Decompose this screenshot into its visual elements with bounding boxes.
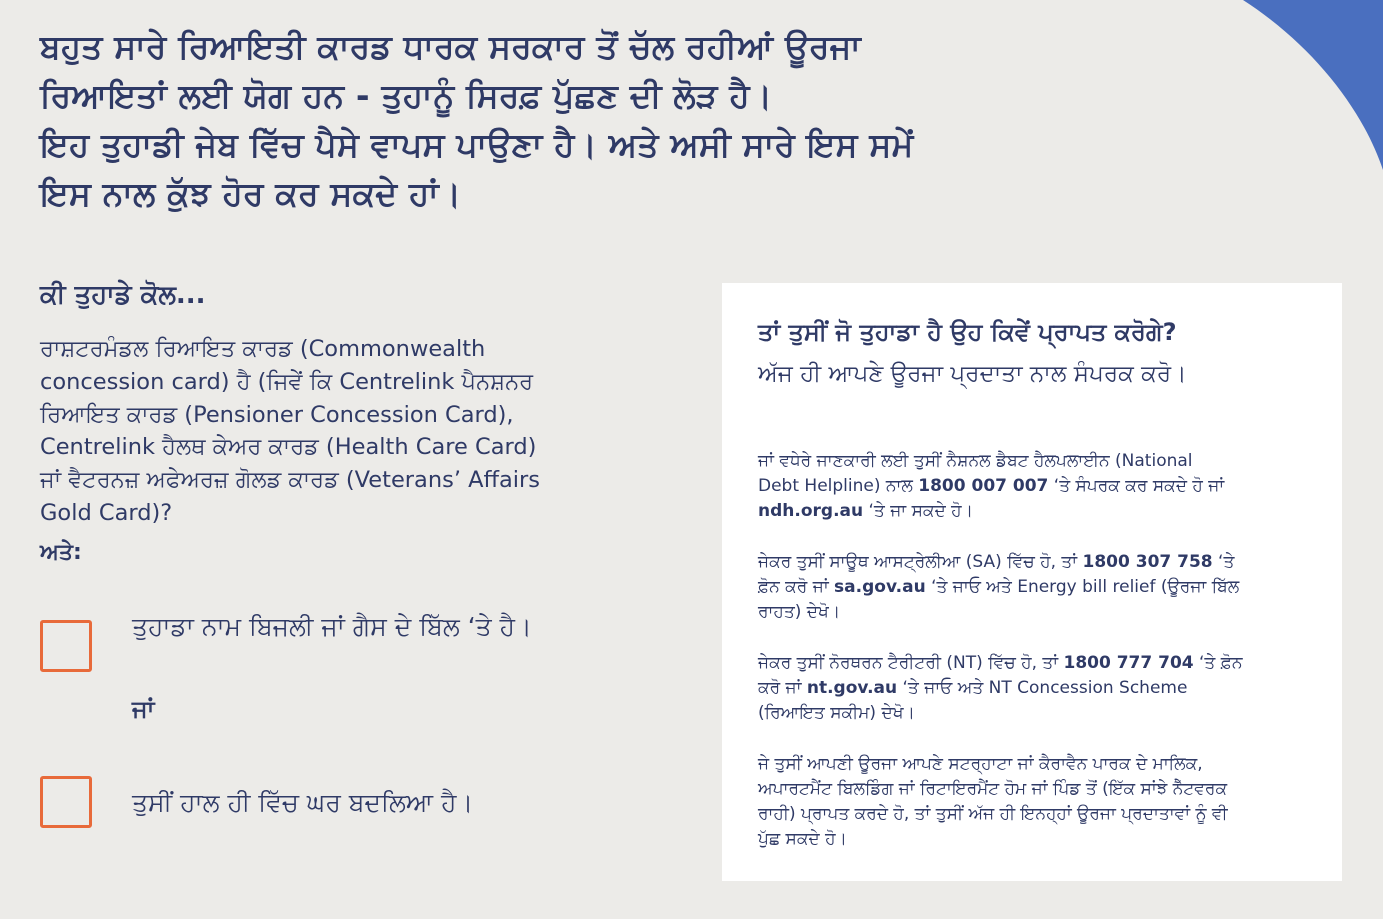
- info-paragraph-sa: [758, 550, 1312, 625]
- info-line: ਪੁੱਛ ਸਕਦੇ ਹੋ।: [758, 829, 847, 849]
- and-label: ਅਤੇ:: [40, 539, 82, 565]
- info-paragraph-nt: [758, 651, 1312, 726]
- card-question-line: Gold Card)?: [40, 499, 173, 526]
- info-line: ਜਾਂ ਵਧੇਰੇ ਜਾਣਕਾਰੀ ਲਈ ਤੁਸੀਂ ਨੈਸ਼ਨਲ ਡੈਬਟ ਹੈਲਪਲਾਈਨ (National: [758, 451, 1193, 471]
- checkbox-icon: [40, 776, 92, 828]
- info-line: ਜੇ ਤੁਸੀਂ ਆਪਣੀ ਊਰਜਾ ਆਪਣੇ ਸਟਰ੍ਹਾਟਾ ਜਾਂ ਕੈਰਾਵੈਨ ਪਾਰਕ ਦੇ ਮਾਲਿਕ,: [758, 754, 1203, 774]
- eligibility-section: [40, 270, 680, 565]
- info-text: ਜੇਕਰ ਤੁਸੀਂ ਸਾਊਥ ਆਸਟ੍ਰੇਲੀਆ (SA) ਵਿੱਚ ਹੋ, ਤਾਂ: [758, 552, 1083, 572]
- concession-card-question: [40, 333, 680, 530]
- info-line: ਅਪਾਰਟਮੈਂਟ ਬਿਲਡਿੰਗ ਜਾਂ ਰਿਟਾਇਰਮੈਂਟ ਹੋਮ ਜਾਂ ਪਿੰਡ ਤੋਂ (ਇੱਕ ਸਾਂਝੇ ਨੈੱਟਵਰਕ: [758, 779, 1228, 799]
- info-text: ‘ਤੇ: [1212, 552, 1235, 572]
- info-text: ‘ਤੇ ਜਾ ਸਕਦੇ ਹੋ।: [863, 501, 974, 521]
- nt-website-link[interactable]: nt.gov.au: [806, 678, 898, 698]
- info-text: ‘ਤੇ ਜਾਓ ਅਤੇ Energy bill relief (ਊਰਜਾ ਬਿੱਲ: [925, 577, 1240, 597]
- corner-swoosh-decoration: [1243, 0, 1383, 170]
- card-question-line: ਰਿਆਇਤ ਕਾਰਡ (Pensioner Concession Card),: [40, 401, 514, 428]
- card-question-line: ਰਾਸ਼ਟਰਮੰਡਲ ਰਿਆਇਤ ਕਾਰਡ (Commonwealth: [40, 336, 486, 362]
- info-line: (ਰਿਆਇਤ ਸਕੀਮ) ਦੇਖੋ।: [758, 703, 915, 723]
- info-text: ‘ਤੇ ਜਾਓ ਅਤੇ NT Concession Scheme: [897, 678, 1188, 698]
- info-line: [758, 499, 1312, 524]
- ndh-website-link[interactable]: ndh.org.au: [758, 501, 864, 521]
- card-question-line: concession card) ਹੈ (ਜਿਵੇਂ ਕਿ Centrelink ਪੈਨਸ਼ਨਰ: [40, 368, 534, 395]
- or-label: ਜਾਂ: [132, 695, 155, 723]
- info-text: ਜੇਕਰ ਤੁਸੀਂ ਨੋਰਥਰਨ ਟੈਰੀਟਰੀ (NT) ਵਿੱਚ ਹੋ, ਤਾਂ: [758, 653, 1064, 673]
- info-text: ਫ਼ੋਨ ਕਰੋ ਜਾਂ: [758, 577, 835, 597]
- sa-website-link[interactable]: sa.gov.au: [834, 577, 926, 597]
- nt-phone-number: 1800 777 704: [1063, 653, 1194, 673]
- info-paragraph-embedded-network: [758, 752, 1312, 852]
- info-line: [758, 474, 1312, 499]
- info-title: ਤਾਂ ਤੁਸੀਂ ਜੋ ਤੁਹਾਡਾ ਹੈ ਉਹ ਕਿਵੇਂ ਪ੍ਰਾਪਤ ਕਰੋਗੇ?: [758, 318, 1177, 346]
- info-line: [758, 651, 1312, 676]
- info-text: ‘ਤੇ ਸੰਪਰਕ ਕਰ ਸਕਦੇ ਹੋ ਜਾਂ: [1048, 476, 1225, 496]
- info-subtitle: ਅੱਜ ਹੀ ਆਪਣੇ ਊਰਜਾ ਪ੍ਰਦਾਤਾ ਨਾਲ ਸੰਪਰਕ ਕਰੋ।: [758, 361, 1187, 387]
- info-line: [758, 550, 1312, 575]
- card-question-line: ਜਾਂ ਵੈਟਰਨਜ਼ ਅਫੇਅਰਜ਼ ਗੋਲਡ ਕਾਰਡ (Veterans’ Affairs: [40, 467, 541, 494]
- ndh-phone-number: 1800 007 007: [918, 476, 1049, 496]
- info-paragraph-ndh: [758, 449, 1312, 524]
- how-to-get-info-box: [722, 283, 1342, 881]
- info-text: ‘ਤੇ ਫ਼ੋਨ: [1193, 653, 1243, 673]
- info-line: ਰਾਹਤ) ਦੇਖੋ।: [758, 602, 841, 622]
- info-line: [758, 676, 1312, 701]
- headline-line-4: ਇਸ ਨਾਲ ਕੁੱਝ ਹੋਰ ਕਰ ਸਕਦੇ ਹਾਂ।: [40, 174, 462, 213]
- checkbox-icon: [40, 620, 92, 672]
- headline-line-3: ਇਹ ਤੁਹਾਡੀ ਜੇਬ ਵਿੱਚ ਪੈਸੇ ਵਾਪਸ ਪਾਉਣਾ ਹੈ। ਅਤੇ ਅਸੀ ਸਾਰੇ ਇਸ ਸਮੇਂ: [40, 125, 914, 164]
- do-you-have-heading: ਕੀ ਤੁਹਾਡੇ ਕੋਲ...: [40, 280, 206, 310]
- sa-phone-number: 1800 307 758: [1082, 552, 1213, 572]
- info-line: ਰਾਹੀ) ਪ੍ਰਾਪਤ ਕਰਦੇ ਹੋ, ਤਾਂ ਤੁਸੀਂ ਅੱਜ ਹੀ ਇਨਹ੍ਹਾਂ ਊਰਜਾ ਪ੍ਰਦਾਤਾਵਾਂ ਨੂੰ ਵੀ: [758, 804, 1228, 824]
- condition-text: ਤੁਹਾਡਾ ਨਾਮ ਬਿਜਲੀ ਜਾਂ ਗੈਸ ਦੇ ਬਿੱਲ ‘ਤੇ ਹੈ।: [132, 612, 532, 641]
- info-text: Debt Helpline) ਨਾਲ: [758, 476, 919, 496]
- card-question-line: Centrelink ਹੈਲਥ ਕੇਅਰ ਕਾਰਡ (Health Care Card): [40, 434, 537, 461]
- headline-line-1: ਬਹੁਤ ਸਾਰੇ ਰਿਆਇਤੀ ਕਾਰਡ ਧਾਰਕ ਸਰਕਾਰ ਤੋਂ ਚੱਲ ਰਹੀਆਂ ਊਰਜਾ: [40, 27, 861, 66]
- headline: [40, 22, 1040, 218]
- info-line: [758, 575, 1312, 600]
- info-text: ਕਰੋ ਜਾਂ: [758, 678, 807, 698]
- condition-text: ਤੁਸੀਂ ਹਾਲ ਹੀ ਵਿੱਚ ਘਰ ਬਦਲਿਆ ਹੈ।: [132, 788, 474, 817]
- headline-line-2: ਰਿਆਇਤਾਂ ਲਈ ਯੋਗ ਹਨ - ਤੁਹਾਨੂੰ ਸਿਰਫ਼ ਪੁੱਛਣ ਦੀ ਲੋੜ ਹੈ।: [40, 76, 773, 115]
